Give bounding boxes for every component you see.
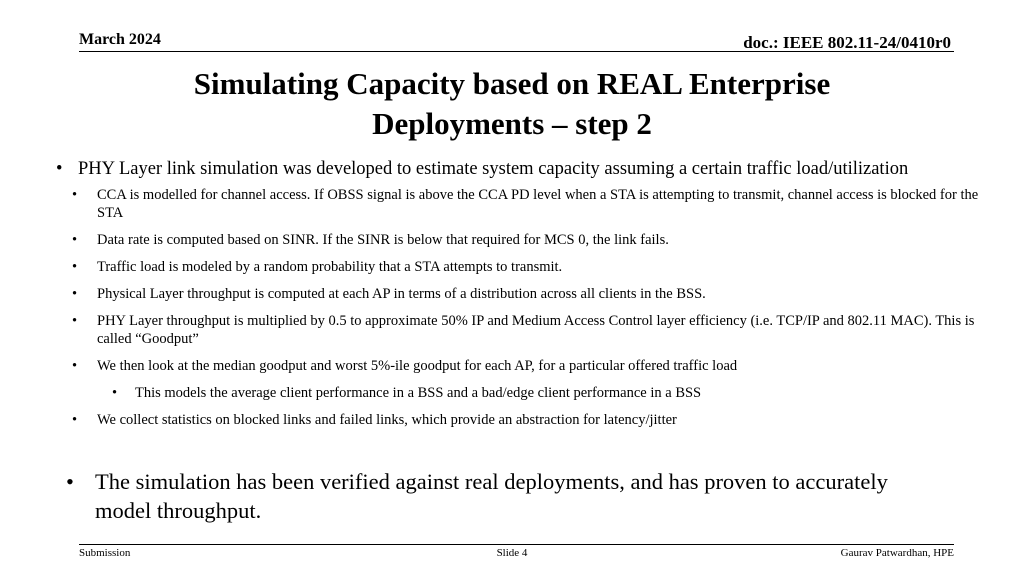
sub-bullet-text: We collect statistics on blocked links and failed links, which provide an abstraction for latency/jitter (97, 412, 677, 428)
sub-bullet-text: Data rate is computed based on SINR. If the SINR is below that required for MCS 0, the link fails. (97, 232, 669, 248)
bullet-marker: • (66, 469, 74, 494)
sub-bullet-text: We then look at the median goodput and worst 5%-ile goodput for each AP, for a particular offered traffic load (97, 358, 738, 374)
bullet-marker: • (72, 313, 78, 329)
bullet-marker: • (72, 358, 78, 374)
sub-bullet-traffic-load (28, 258, 988, 276)
slide-title (100, 64, 924, 144)
sub-bullet-cca (28, 186, 988, 222)
footer-author: Gaurav Patwardhan, HPE (840, 547, 954, 559)
sub-sub-bullet-text: This models the average client performance in a BSS and a bad/edge client performance in a BSS (135, 385, 702, 401)
sub-bullet-text: PHY Layer throughput is multiplied by 0.5 to approximate 50% IP and Medium Access Control layer efficiency (i.e. TCP/IP and 802.11 MAC). This is called “Goodput” (97, 313, 975, 347)
slide-body (28, 158, 988, 438)
sub-bullet-goodput (28, 312, 988, 348)
sub-bullet-text: CCA is modelled for channel access. If OBSS signal is above the CCA PD level when a STA is attempting to transmit, channel access is blocked for the STA (97, 187, 979, 221)
bullet-main-text: PHY Layer link simulation was developed to estimate system capacity assuming a certain traffic load/utilization (78, 159, 909, 179)
header-date: March 2024 (79, 31, 161, 48)
sub-bullet-data-rate (28, 231, 988, 249)
header-doc-id: doc.: IEEE 802.11-24/0410r0 (743, 33, 951, 52)
slide-title-line-1: Simulating Capacity based on REAL Enterprise (193, 66, 831, 101)
slide-title-line-2: Deployments – step 2 (372, 106, 652, 141)
bullet-conclusion-text: The simulation has been verified against real deployments, and has proven to accurately model throughput. (95, 469, 888, 523)
footer-divider (79, 544, 954, 545)
sub-bullet-text: Physical Layer throughput is computed at each AP in terms of a distribution across all clients in the BSS. (97, 286, 706, 302)
sub-bullet-phy-throughput (28, 285, 988, 303)
bullet-marker: • (56, 159, 63, 179)
footer-submission: Submission (79, 547, 131, 559)
footer-slide-number: Slide 4 (496, 547, 528, 559)
bullet-marker: • (72, 259, 78, 275)
sub-bullet-statistics (28, 411, 988, 429)
bullet-marker: • (72, 412, 78, 428)
sub-sub-bullet-client-performance (28, 384, 988, 402)
bullet-marker: • (72, 187, 78, 203)
bullet-conclusion (66, 467, 935, 525)
bullet-marker: • (72, 286, 78, 302)
bullet-marker: • (72, 232, 78, 248)
bullet-main (28, 158, 988, 180)
header-divider (79, 51, 954, 52)
bullet-marker: • (112, 385, 118, 401)
sub-bullet-median-goodput (28, 357, 988, 375)
sub-bullet-text: Traffic load is modeled by a random probability that a STA attempts to transmit. (97, 259, 563, 275)
